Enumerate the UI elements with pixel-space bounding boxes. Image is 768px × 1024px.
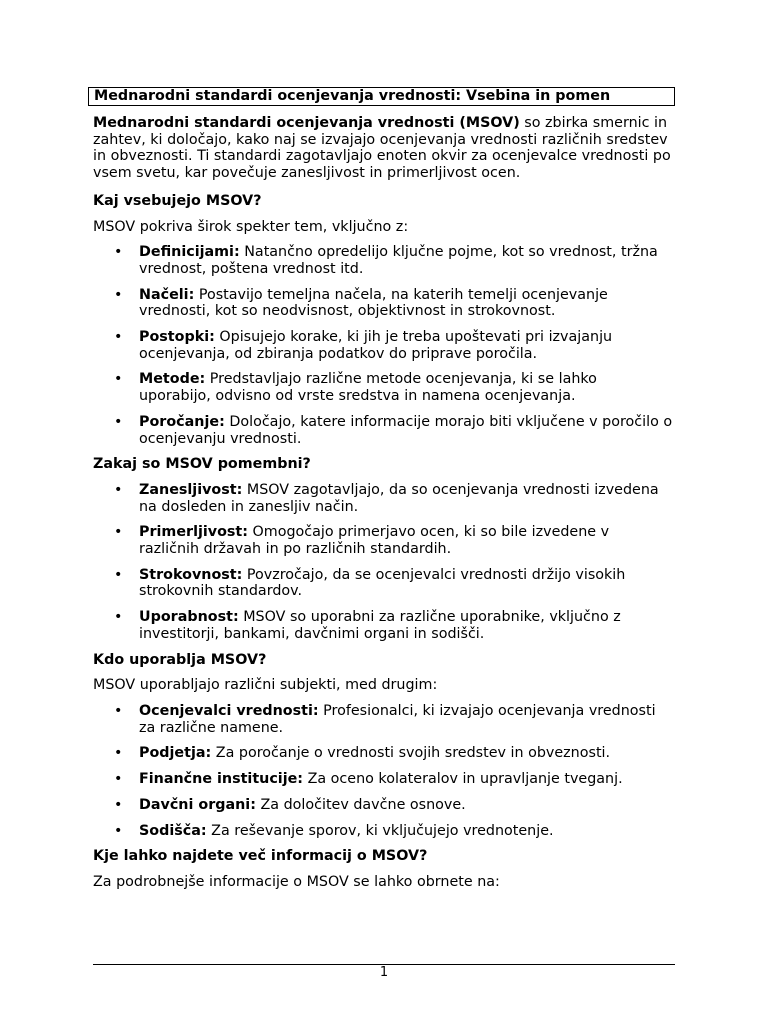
- bullet-icon: •: [114, 822, 123, 839]
- list-item: • Strokovnost: Povzročajo, da se ocenjevalci vrednosti držijo visokih strokovnih standardov.: [114, 566, 626, 600]
- intro-paragraph: [93, 115, 673, 182]
- intro-text: so zbirka smernic in zahtev, ki določajo, kako naj se izvajajo ocenjevanja vrednosti različnih sredstev in obveznosti. Ti standardi zagotavljajo enoten okvir za ocenjevalce vrednosti po vsem svetu, kar povečuje zanesljivost in primerljivost ocen.: [93, 115, 671, 182]
- bullet-icon: •: [114, 609, 123, 626]
- list-item: • Primerljivost: Omogočajo primerjavo ocen, ki so bile izvedene v različnih državah in po različnih standardih.: [114, 524, 610, 558]
- list-item: • Metode: Predstavljajo različne metode ocenjevanja, ki se lahko uporabijo, odvisno od vrste sredstva in namena ocenjevanja.: [114, 371, 597, 405]
- list-item: • Poročanje: Določajo, katere informacije morajo biti vključene v poročilo o ocenjevanju vrednosti.: [114, 413, 673, 447]
- list-item: • Postopki: Opisujejo korake, ki jih je treba upoštevati pri izvajanju ocenjevanja, od zbiranja podatkov do priprave poročila.: [114, 329, 613, 362]
- list-item: • Definicijami: Natančno opredelijo ključne pojme, kot so vrednost, tržna vrednost, poštena vrednost itd.: [114, 244, 658, 277]
- list-item: • Načeli: Postavijo temeljna načela, na katerih temelji ocenjevanje vrednosti, kot so neodvisnost, objektivnost in strokovnost.: [114, 286, 608, 320]
- section-heading-users: Kdo uporablja MSOV?: [93, 651, 267, 668]
- section-heading-importance: Zakaj so MSOV pomembni?: [93, 456, 311, 473]
- intro-bold: Mednarodni standardi ocenjevanja vrednosti (MSOV): [93, 115, 520, 131]
- list-contents: [93, 244, 673, 447]
- section-lead-users: MSOV uporabljajo različni subjekti, med drugim:: [93, 677, 438, 694]
- section-heading-contents: Kaj vsebujejo MSOV?: [93, 192, 262, 209]
- page-title: Mednarodni standardi ocenjevanja vrednosti: Vsebina in pomen: [88, 87, 675, 106]
- list-item: • Podjetja: Za poročanje o vrednosti svojih sredstev in obveznosti.: [114, 745, 611, 762]
- bullet-icon: •: [114, 771, 123, 788]
- bullet-icon: •: [114, 329, 123, 346]
- bullet-icon: •: [114, 481, 123, 498]
- bullet-icon: •: [114, 566, 123, 583]
- list-item: • Finančne institucije: Za oceno kolateralov in upravljanje tveganj.: [114, 771, 623, 788]
- list-item: • Ocenjevalci vrednosti: Profesionalci, ki izvajajo ocenjevanja vrednosti za različne namene.: [114, 702, 656, 736]
- bullet-icon: •: [114, 413, 123, 430]
- list-item: • Zanesljivost: MSOV zagotavljajo, da so ocenjevanja vrednosti izvedena na dosleden in zanesljiv način.: [114, 481, 659, 515]
- section-lead-more-info: Za podrobnejše informacije o MSOV se lahko obrnete na:: [93, 873, 500, 890]
- list-item: • Uporabnost: MSOV so uporabni za različne uporabnike, vključno z investitorji, bankami, davčnimi organi in sodišči.: [114, 609, 621, 642]
- document-body: [93, 115, 673, 891]
- bullet-icon: •: [114, 244, 123, 261]
- list-item: • Sodišča: Za reševanje sporov, ki vključujejo vrednotenje.: [114, 822, 554, 839]
- section-lead-contents: MSOV pokriva širok spekter tem, vključno z:: [93, 218, 409, 235]
- bullet-icon: •: [114, 286, 123, 303]
- bullet-icon: •: [114, 745, 123, 762]
- list-importance: [93, 482, 673, 643]
- list-item: • Davčni organi: Za določitev davčne osnove.: [114, 796, 466, 813]
- bullet-icon: •: [114, 371, 123, 388]
- bullet-icon: •: [114, 702, 123, 719]
- list-users: [93, 703, 673, 839]
- bullet-icon: •: [114, 524, 123, 541]
- section-heading-more-info: Kje lahko najdete več informacij o MSOV?: [93, 848, 428, 865]
- page-number: 1: [379, 965, 389, 980]
- bullet-icon: •: [114, 796, 123, 813]
